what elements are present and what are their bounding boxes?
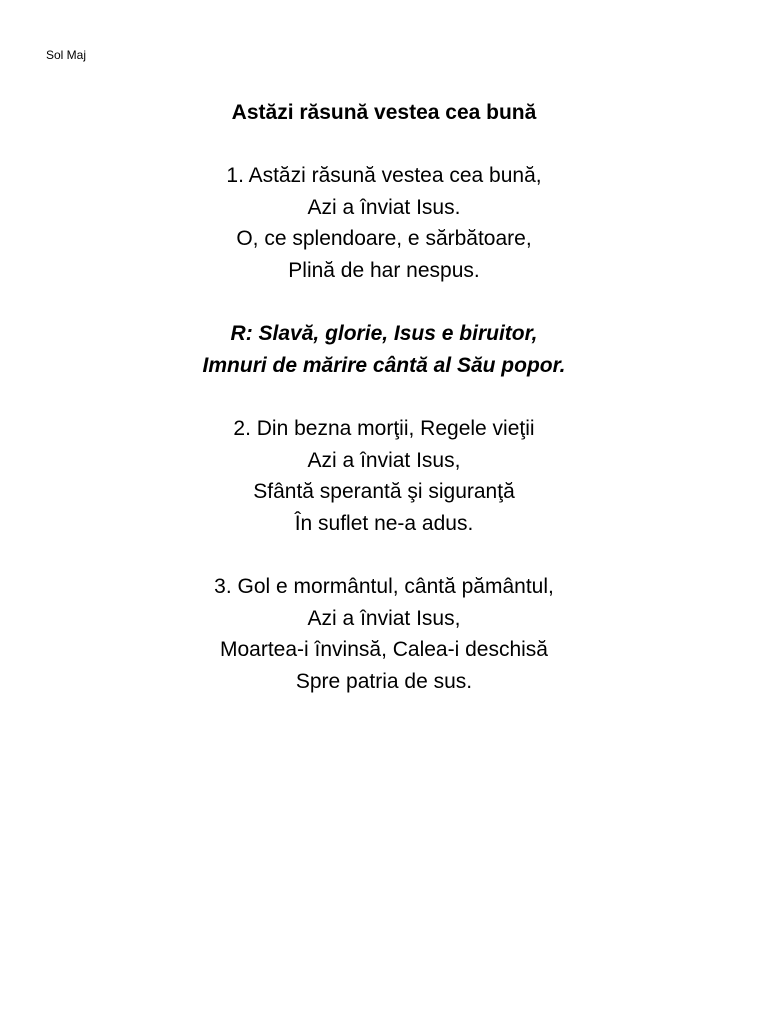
verse-line: Moartea-i învinsă, Calea-i deschisă xyxy=(220,638,548,661)
refrain-line: R: Slavă, glorie, Isus e biruitor, xyxy=(230,322,538,345)
refrain-line: Imnuri de mărire cântă al Său popor. xyxy=(202,353,566,377)
verse-1 xyxy=(0,160,768,286)
verse-line: Azi a înviat Isus. xyxy=(307,195,461,219)
verse-line: 1. Astăzi răsună vestea cea bună, xyxy=(226,164,542,187)
verse-2 xyxy=(0,413,768,539)
verse-line: În suflet ne-a adus. xyxy=(294,511,474,535)
verse-line: Plină de har nespus. xyxy=(288,258,480,282)
verse-line: O, ce splendoare, e sărbătoare, xyxy=(236,227,532,250)
song-title: Astăzi răsună vestea cea bună xyxy=(231,101,537,124)
verse-line: Azi a înviat Isus, xyxy=(307,448,461,472)
verse-line: 2. Din bezna morţii, Regele vieţii xyxy=(233,417,535,440)
refrain xyxy=(0,318,768,381)
verse-3 xyxy=(0,571,768,697)
song-body xyxy=(0,97,768,729)
verse-line: Sfântă sperantă şi siguranţă xyxy=(253,480,515,503)
verse-line: Spre patria de sus. xyxy=(295,669,473,693)
key-signature-label: Sol Maj xyxy=(46,48,87,62)
verse-line: 3. Gol e mormântul, cântă pământul, xyxy=(214,575,554,598)
verse-line: Azi a înviat Isus, xyxy=(307,606,461,630)
